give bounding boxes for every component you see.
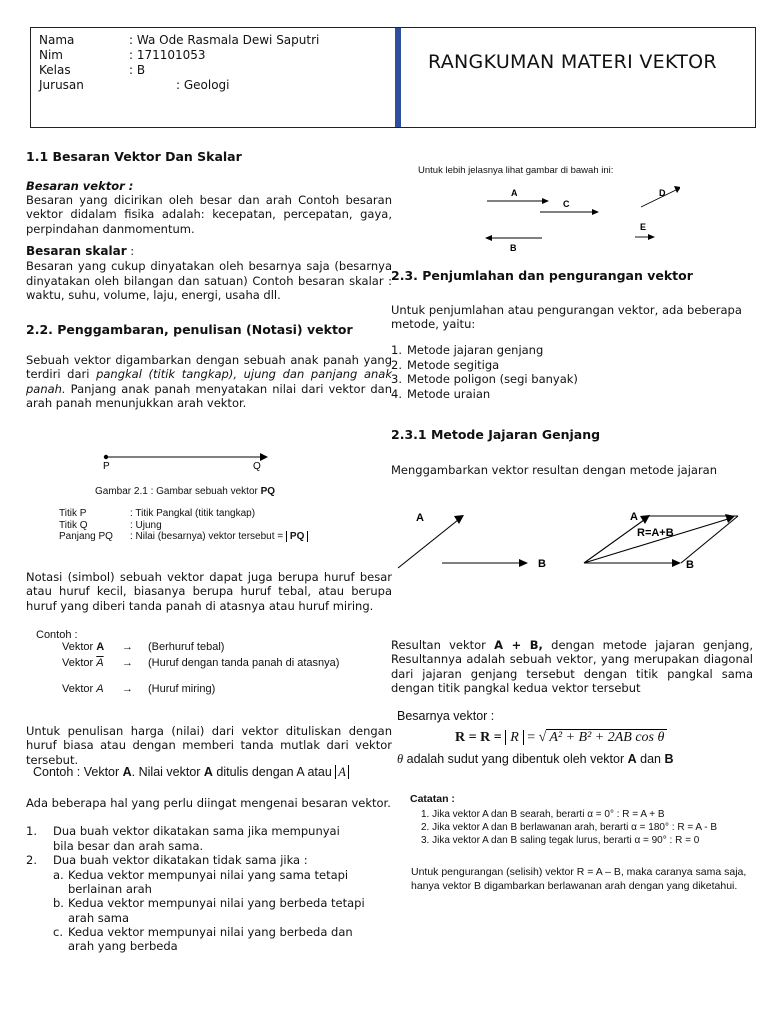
figure-2-1-caption: Gambar 2.1 : Gambar sebuah vektor PQ bbox=[95, 486, 276, 497]
contoh-label: Contoh : bbox=[36, 629, 78, 641]
parallelogram-figure bbox=[394, 508, 750, 580]
resultan-text: Resultan vektor A + B, dengan metode jajaran genjang, Resultannya adalah sebuah vektor, yang merupakan diagonal dari jajaran genjang tersebut dengan titik pangkal sama dengan titik pangkal kedua vektor tersebut bbox=[391, 638, 753, 696]
section-1-1-title: 1.1 Besaran Vektor Dan Skalar bbox=[26, 149, 242, 164]
notasi-block bbox=[26, 570, 392, 613]
magnitude-formula: R = R = R = √ A² + B² + 2AB cos θ bbox=[455, 729, 667, 747]
list-item: 2. Metode segitiga bbox=[391, 357, 500, 372]
list-subitem: b. Kedua vektor mempunyai nilai yang berbeda tetapi arah sama bbox=[53, 896, 365, 925]
info-row-nim: Nim : 171101053 bbox=[39, 48, 206, 62]
vector-b1-head bbox=[519, 559, 528, 567]
besaran-skalar-label: Besaran skalar bbox=[26, 244, 127, 259]
resultant-line bbox=[584, 519, 728, 563]
vector-a2-label: A bbox=[630, 511, 638, 523]
def-row: Titik Q : Ujung bbox=[59, 519, 162, 531]
list-item: 2. Jika vektor A dan B berlawanan arah, berarti α = 180° : R = A - B bbox=[421, 822, 718, 833]
catatan-list bbox=[421, 808, 741, 847]
list-item: 2. Dua buah vektor dikatakan tidak sama jika : bbox=[26, 853, 308, 868]
besaran-vektor-text: Besaran yang dicirikan oleh besar dan arah Contoh besaran vektor didalam fisika adalah: kecepatan, percepatan, gaya, perpindahan danmomentum. bbox=[26, 193, 392, 236]
vector-b1-label: B bbox=[538, 558, 546, 570]
resultant-label: R=A+B bbox=[637, 527, 674, 539]
point-p bbox=[104, 455, 108, 459]
besaran-vektor-label: Besaran vektor : bbox=[26, 178, 134, 193]
contoh-row-italic: Vektor A → (Huruf miring) bbox=[62, 683, 216, 695]
abs-pq: PQ bbox=[286, 531, 308, 542]
vector-a2-line bbox=[584, 520, 644, 563]
resultan-block bbox=[391, 638, 753, 696]
contoh-row-arrow: Vektor $\overline{A}$ → (Huruf dengan tanda panah di atasnya) bbox=[62, 657, 340, 669]
pq-vector-figure bbox=[90, 448, 280, 474]
document-title: RANGKUMAN MATERI VEKTOR bbox=[428, 51, 717, 73]
left-column bbox=[26, 149, 392, 410]
vector-e-head bbox=[648, 234, 655, 240]
def-row: Panjang PQ : Nilai (besarnya) vektor tersebut = PQ bbox=[59, 531, 359, 543]
list-item: 1. Jika vektor A dan B searah, berarti α = 0° : R = A + B bbox=[421, 809, 665, 820]
resultant-head bbox=[725, 514, 735, 523]
hal-block bbox=[26, 796, 392, 954]
penulisan-block bbox=[26, 724, 392, 767]
list-subitem: a. Kedua vektor mempunyai nilai yang sama tetapi berlainan arah bbox=[53, 867, 349, 896]
vector-c-head bbox=[592, 209, 599, 215]
vector-a-head bbox=[542, 198, 549, 204]
vector-a1-label: A bbox=[416, 512, 424, 524]
info-row-jurusan: Jurusan : Geologi bbox=[39, 78, 230, 92]
methods-list bbox=[391, 343, 753, 401]
contoh-list bbox=[62, 641, 362, 697]
section-2-3-1-title: 2.3.1 Metode Jajaran Genjang bbox=[391, 426, 601, 442]
label-q: Q bbox=[253, 461, 261, 472]
vector-c-label: C bbox=[563, 199, 570, 209]
vector-b-label: B bbox=[510, 243, 517, 253]
pengurangan-text: Untuk pengurangan (selisih) vektor R = A – B, maka caranya sama saja, hanya vektor B digambarkan berlawanan arah dengan yang diketahui. bbox=[411, 866, 747, 892]
pq-arrowhead bbox=[260, 453, 268, 461]
list-item: 1. Metode jajaran genjang bbox=[391, 343, 544, 358]
notasi-text: Notasi (simbol) sebuah vektor dapat juga berupa huruf besar atau huruf kecil, biasanya berupa huruf tebal, atau berupa huruf yang diberi tanda panah di atasnya atau huruf miring. bbox=[26, 570, 392, 613]
figure-intro: Untuk lebih jelasnya lihat gambar di bawah ini: bbox=[418, 165, 614, 176]
hal-list bbox=[26, 824, 392, 953]
section-2-3-1-text: Menggambarkan vektor resultan dengan metode jajaran bbox=[391, 462, 718, 477]
besaran-skalar-colon: : bbox=[126, 244, 135, 259]
section-2-2-title: 2.2. Penggambaran, penulisan (Notasi) vektor bbox=[26, 322, 353, 338]
list-item: 3. Metode poligon (segi banyak) bbox=[391, 372, 578, 387]
vector-b2-head bbox=[672, 559, 681, 567]
contoh-2: Contoh : Vektor A. Nilai vektor A ditulis dengan A atau A bbox=[33, 765, 349, 781]
contoh-row-bold: Vektor A → (Berhuruf tebal) bbox=[62, 641, 225, 653]
vector-e-label: E bbox=[640, 222, 647, 232]
catatan-label: Catatan : bbox=[410, 793, 455, 805]
vector-d-label: D bbox=[659, 188, 666, 198]
vector-examples-figure bbox=[480, 182, 680, 254]
penulisan-text: Untuk penulisan harga (nilai) dari vektor dituliskan dengan huruf biasa atau dengan memberi tanda mutlak dari vektor tersebut. bbox=[26, 724, 392, 767]
list-item: 1. Dua buah vektor dikatakan sama jika mempunyai bila besar dan arah sama. bbox=[26, 824, 340, 853]
besarnya-vektor-label: Besarnya vektor : bbox=[397, 709, 495, 723]
section-2-3-text: Untuk penjumlahan atau pengurangan vektor, ada beberapa metode, yaitu: bbox=[391, 302, 742, 331]
section-2-3-title: 2.3. Penjumlahan dan pengurangan vektor bbox=[391, 268, 693, 283]
info-row-kelas: Kelas : B bbox=[39, 63, 146, 77]
def-row: Titik P : Titik Pangkal (titik tangkap) bbox=[59, 508, 256, 519]
label-p: P bbox=[103, 461, 110, 472]
theta-text: θ adalah sudut yang dibentuk oleh vektor A dan B bbox=[397, 752, 674, 766]
info-row-nama: Nama : Wa Ode Rasmala Dewi Saputri bbox=[39, 33, 320, 47]
side-line-right bbox=[681, 516, 738, 563]
list-item: 3. Jika vektor A dan B saling tegak lurus, berarti α = 90° : R = 0 bbox=[421, 835, 700, 846]
vector-a-label: A bbox=[511, 188, 518, 198]
right-column-23 bbox=[391, 268, 753, 477]
besaran-skalar-text: Besaran yang cukup dinyatakan oleh besarnya saja (besarnya dinyatakan oleh bilangan dan satuan) Contoh besaran skalar : waktu, suhu, volume, laju, energi, usaha dll. bbox=[26, 259, 392, 302]
header-divider bbox=[395, 28, 401, 127]
list-item: 4. Metode uraian bbox=[391, 386, 491, 401]
section-2-2-paragraph: Sebuah vektor digambarkan dengan sebuah anak panah yang terdiri dari pangkal (titik tangkap), ujung dan panjang anak panah. Panjang anak panah menyatakan nilai dari vektor dan arah panah menunjukkan arah vektor. bbox=[26, 352, 393, 410]
vector-d-head bbox=[674, 186, 680, 193]
hal-intro: Ada beberapa hal yang perlu diingat mengenai besaran vektor. bbox=[26, 796, 391, 810]
pq-definitions bbox=[59, 508, 359, 543]
vector-b2-label: B bbox=[686, 559, 694, 571]
list-subitem: c. Kedua vektor mempunyai nilai yang berbeda dan arah yang berbeda bbox=[53, 925, 353, 954]
vector-b-head bbox=[485, 235, 492, 241]
vector-a1-line bbox=[398, 520, 458, 568]
